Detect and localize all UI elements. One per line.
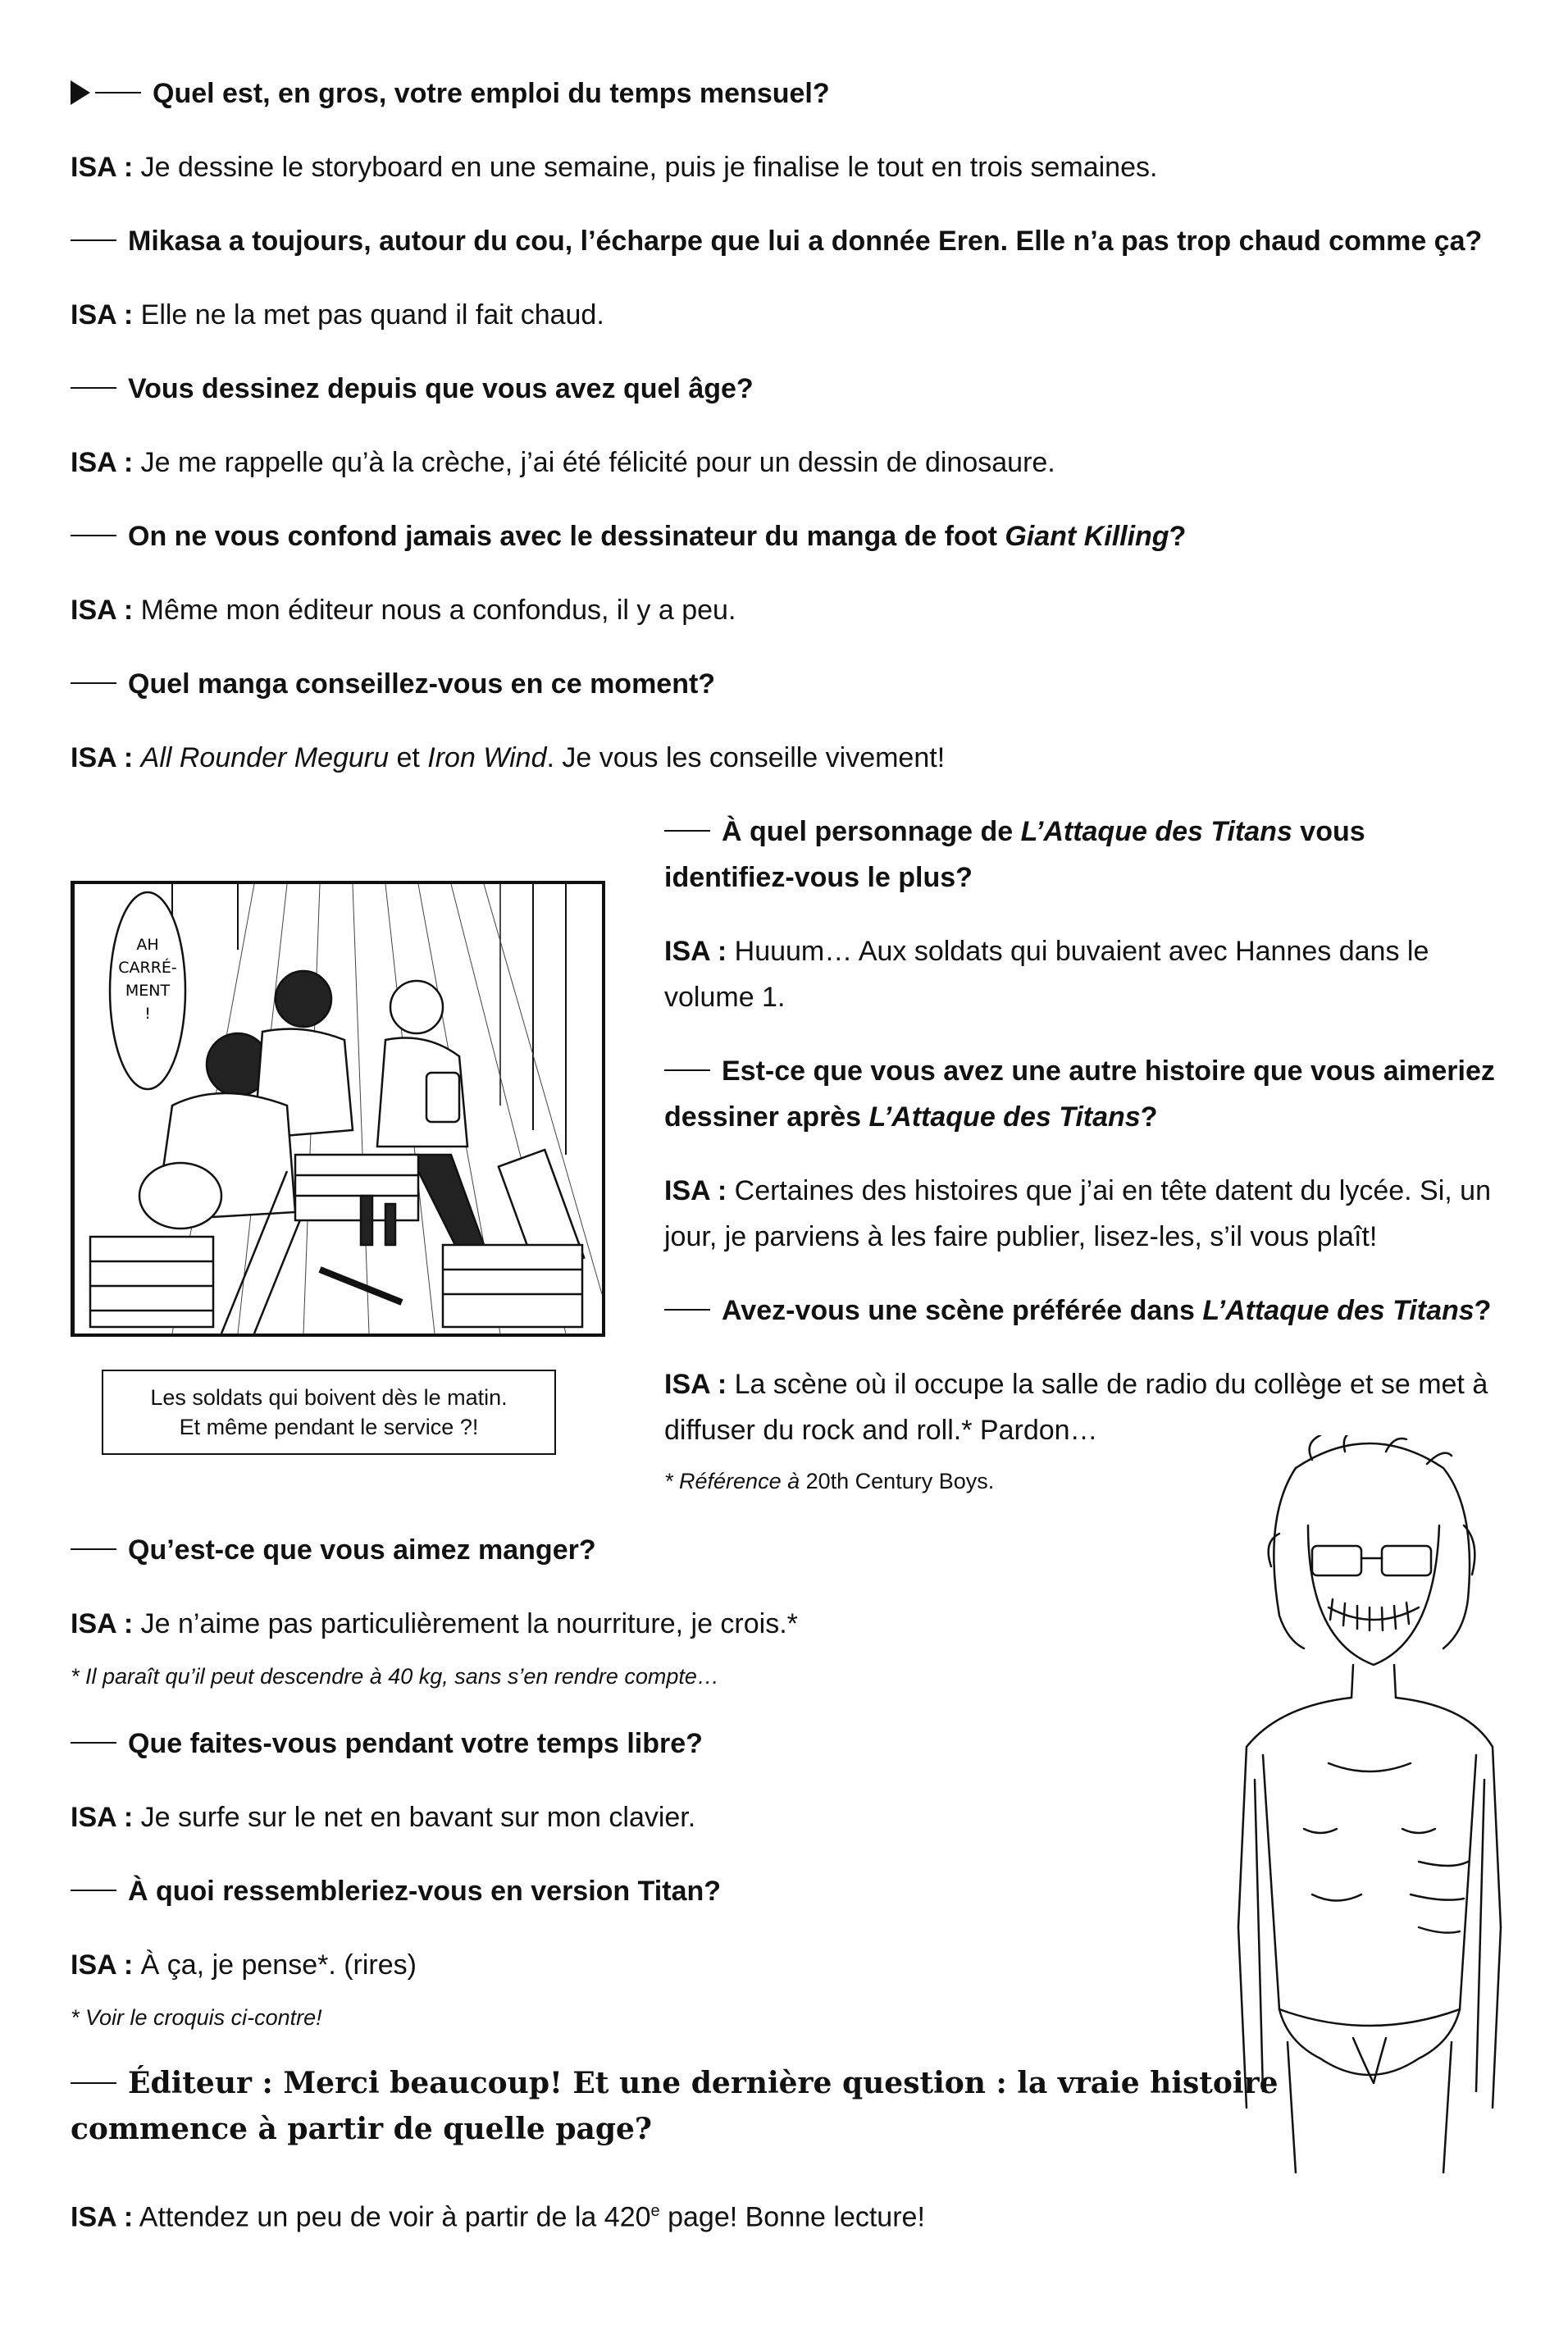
question-9: Qu’est-ce que vous aimez manger? — [71, 1527, 596, 1573]
bubble-line-3: MENT — [125, 982, 171, 1000]
answer-6: ISA : Huuum… Aux soldats qui buvaient avec Hannes dans le volume 1. — [664, 936, 1429, 1013]
answer-11: ISA : À ça, je pense*. (rires) — [71, 1949, 417, 1981]
answer-1: ISA : Je dessine le storyboard en une semaine, puis je finalise le tout en trois semaines. — [71, 152, 1158, 183]
question-2: Mikasa a toujours, autour du cou, l’écharpe que lui a donnée Eren. Elle n’a pas trop chaud comme ça? — [71, 218, 1482, 264]
question-11: À quoi ressembleriez-vous en version Titan? — [71, 1868, 721, 1914]
arrow-icon — [71, 80, 90, 105]
question-4: On ne vous confond jamais avec le dessinateur du manga de foot Giant Killing? — [71, 513, 1186, 559]
question-8: Avez-vous une scène préférée dans L’Attaque des Titans? — [664, 1288, 1501, 1334]
bubble-line-2: CARRÉ- — [118, 959, 177, 977]
answer-3: ISA : Je me rappelle qu’à la crèche, j’ai été félicité pour un dessin de dinosaure. — [71, 447, 1055, 478]
bubble-line-1: AH — [136, 936, 159, 954]
footnote-reference: * Référence à 20th Century Boys. — [664, 1469, 995, 1493]
answer-8: ISA : La scène où il occupe la salle de radio du collège et se met à diffuser du rock and roll.* Pardon… — [664, 1369, 1488, 1446]
answer-2: ISA : Elle ne la met pas quand il fait chaud. — [71, 299, 604, 331]
final-answer: ISA : Attendez un peu de voir à partir de la 420e page! Bonne lecture! — [71, 2201, 925, 2233]
panel-caption: Les soldats qui boivent dès le matin. Et même pendant le service ?! — [102, 1370, 556, 1455]
answer-9: ISA : Je n’aime pas particulièrement la nourriture, je crois.* — [71, 1608, 798, 1639]
question-3: Vous dessinez depuis que vous avez quel âge? — [71, 366, 754, 412]
answer-7: ISA : Certaines des histoires que j’ai en tête datent du lycée. Si, un jour, je parviens à les faire publier, lisez-les, s’il vous plaît! — [664, 1175, 1491, 1252]
question-1: Quel est, en gros, votre emploi du temps mensuel? — [71, 71, 830, 116]
final-question-line-1: Éditeur : Merci beaucoup! Et une dernière question : la vraie histoire — [71, 2060, 1278, 2106]
question-7: Est-ce que vous avez une autre histoire que vous aimeriez dessiner après L’Attaque des Titans? — [664, 1055, 1495, 1133]
question-5: Quel manga conseillez-vous en ce moment? — [71, 661, 715, 707]
final-question-line-2: commence à partir de quelle page? — [71, 2112, 652, 2146]
footnote-food: * Il paraît qu’il peut descendre à 40 kg, sans s’en rendre compte… — [71, 1664, 719, 1689]
question-6: À quel personnage de L’Attaque des Titans vous identifiez-vous le plus? — [664, 816, 1365, 893]
manga-panel-illustration — [74, 884, 602, 1334]
answer-4: ISA : Même mon éditeur nous a confondus, il y a peu. — [71, 595, 736, 626]
question-10: Que faites-vous pendant votre temps libre? — [71, 1721, 703, 1767]
answer-5: ISA : All Rounder Meguru et Iron Wind. Je vous les conseille vivement! — [71, 742, 946, 773]
footnote-sketch: * Voir le croquis ci-contre! — [71, 2005, 322, 2030]
manga-panel — [71, 881, 605, 1337]
bubble-line-4: ! — [144, 1005, 151, 1023]
titan-sketch — [1230, 1435, 1509, 2173]
answer-10: ISA : Je surfe sur le net en bavant sur mon clavier. — [71, 1802, 696, 1833]
